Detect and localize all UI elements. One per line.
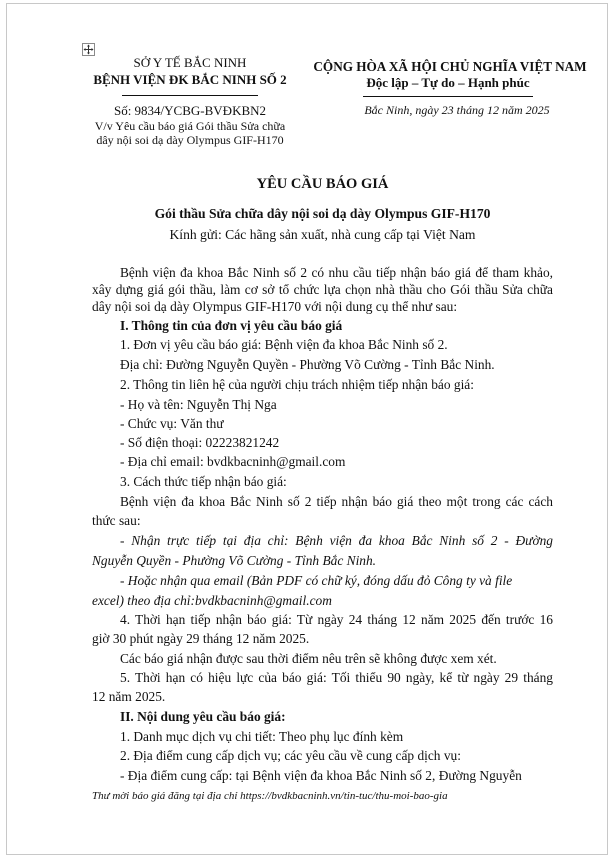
footer-note: Thư mời báo giá đăng tại địa chỉ https://bvdkbacninh.vn/tin-tuc/thu-moi-bao-gia (92, 790, 448, 802)
deadline-line-1: 4. Thời hạn tiếp nhận báo giá: Từ ngày 24 tháng 12 năm 2025 đến trước 16 (120, 612, 553, 627)
document-title: YÊU CẦU BÁO GIÁ (256, 176, 389, 192)
hospital-name: BỆNH VIỆN ĐK BẮC NINH SỐ 2 (93, 72, 287, 87)
package-name: Gói thầu Sửa chữa dây nội soi dạ dày Olympus GIF-H170 (154, 206, 491, 221)
service-location: - Địa điểm cung cấp: tại Bệnh viện đa khoa Bắc Ninh số 2, Đường Nguyễn (120, 768, 522, 783)
national-title: CỘNG HÒA XÃ HỘI CHỦ NGHĨA VIỆT NAM (313, 59, 587, 74)
deadline-line-2: giờ 30 phút ngày 29 tháng 12 năm 2025. (92, 631, 310, 646)
contact-position: - Chức vụ: Văn thư (120, 416, 224, 431)
method-email-line-2: excel) theo địa chỉ:bvdkbacninh@gmail.com (92, 593, 332, 608)
validity-line-2: 12 năm 2025. (92, 689, 166, 704)
header-left-rule (122, 95, 258, 96)
validity-line-1: 5. Thời hạn có hiệu lực của báo giá: Tối thiểu 90 ngày, kể từ ngày 29 tháng (120, 670, 553, 685)
contact-name: - Họ và tên: Nguyễn Thị Nga (120, 397, 277, 412)
intro-line-1: Bệnh viện đa khoa Bắc Ninh số 2 có nhu cầu tiếp nhận báo giá để tham khảo, (120, 265, 553, 280)
national-motto: Độc lập – Tự do – Hạnh phúc (366, 75, 530, 90)
document-number: Số: 9834/YCBG-BVĐKBN2 (113, 103, 267, 118)
requesting-unit-address: Địa chỉ: Đường Nguyễn Quyền - Phường Võ Cường - Tỉnh Bắc Ninh. (120, 357, 495, 372)
subject-line-2: dây nội soi dạ dày Olympus GIF-H170 (96, 133, 284, 147)
method-email-line-1: - Hoặc nhận qua email (Bản PDF có chữ ký, đóng dấu đỏ Công ty và file (120, 573, 513, 588)
late-submission-note: Các báo giá nhận được sau thời điểm nêu trên sẽ không được xem xét. (120, 651, 497, 666)
intro-line-2: xây dựng giá gói thầu, làm cơ sở tổ chức lựa chọn nhà thầu cho Gói thầu Sửa chữa (92, 282, 553, 297)
intro-line-3: dây nội soi dạ dày Olympus GIF-H170 với nội dung cụ thể như sau: (92, 299, 458, 314)
header-right-rule (363, 96, 533, 97)
contact-info-heading: 2. Thông tin liên hệ của người chịu trách nhiệm tiếp nhận báo giá: (120, 377, 474, 392)
receiving-method-heading: 3. Cách thức tiếp nhận báo giá: (120, 474, 287, 489)
contact-email: - Địa chỉ email: bvdkbacninh@gmail.com (120, 454, 346, 469)
subject-line-1: V/v Yêu cầu báo giá Gói thầu Sửa chữa (94, 119, 286, 133)
requesting-unit: 1. Đơn vị yêu cầu báo giá: Bệnh viện đa khoa Bắc Ninh số 2. (120, 337, 448, 352)
recipient: Kính gửi: Các hãng sản xuất, nhà cung cấp tại Việt Nam (169, 227, 476, 242)
method-direct-line-2: Nguyễn Quyền - Phường Võ Cường - Tỉnh Bắc Ninh. (92, 553, 377, 568)
service-list: 1. Danh mục dịch vụ chi tiết: Theo phụ lục đính kèm (120, 729, 404, 744)
method-direct-line-1: - Nhận trực tiếp tại địa chỉ: Bệnh viện đa khoa Bắc Ninh số 2 - Đường (120, 533, 553, 548)
move-arrows-icon (83, 44, 94, 55)
section-2-heading: II. Nội dung yêu cầu báo giá: (120, 709, 286, 724)
place-date: Bắc Ninh, ngày 23 tháng 12 năm 2025 (364, 103, 550, 117)
section-1-heading: I. Thông tin của đơn vị yêu cầu báo giá (120, 318, 343, 333)
contact-phone: - Số điện thoại: 02223821242 (120, 435, 280, 450)
agency-name: SỞ Y TẾ BẮC NINH (133, 55, 247, 70)
service-location-heading: 2. Địa điểm cung cấp dịch vụ; các yêu cầu về cung cấp dịch vụ: (120, 748, 461, 763)
method-intro-line-1: Bệnh viện đa khoa Bắc Ninh số 2 tiếp nhận báo giá theo một trong các cách (120, 494, 553, 509)
method-intro-line-2: thức sau: (92, 513, 141, 528)
